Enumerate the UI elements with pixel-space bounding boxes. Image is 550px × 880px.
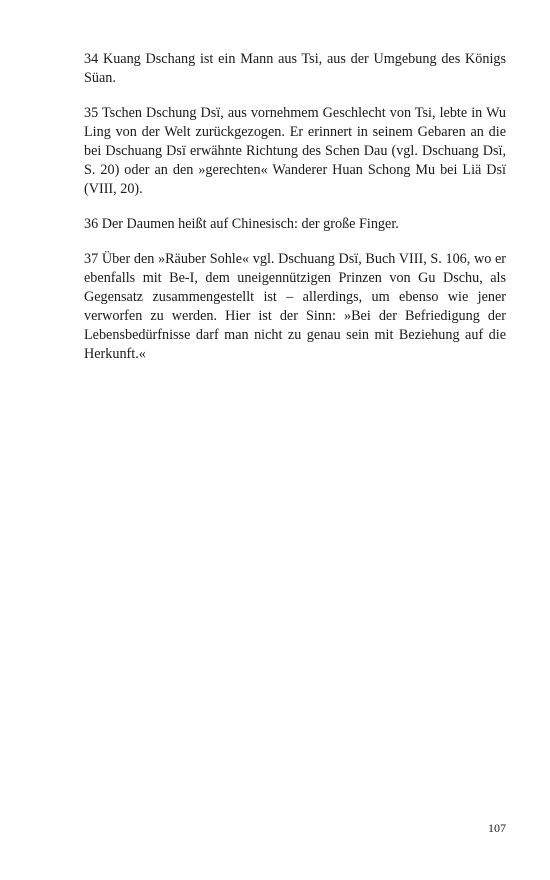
- page-number: 107: [488, 821, 506, 835]
- note-36: 36 Der Daumen heißt auf Chinesisch: der große Finger.: [84, 216, 399, 232]
- note-35: 35 Tschen Dschung Dsï, aus vornehmem Geschlecht von Tsi, lebte in Wu Ling von der Welt zurückgezogen. Er erinnert in seinem Gebaren an die bei Dschuang Dsï erwähnte Richtung des Schen Dau (vgl. Dschuang Dsï, S. 20) oder an den »gerechten« Wanderer Huan Schong Mu bei Liä Dsï (VIII, 20).: [84, 105, 506, 197]
- notes-page: [84, 50, 506, 380]
- note-34: 34 Kuang Dschang ist ein Mann aus Tsi, aus der Umgebung des Königs Süan.: [84, 51, 506, 86]
- note-37: 37 Über den »Räuber Sohle« vgl. Dschuang Dsï, Buch VIII, S. 106, wo er ebenfalls mit Be-I, dem uneigennützigen Prinzen von Gu Dschu, als Gegensatz zusammengestellt ist – allerdings, um ebenso wie jener verworfen zu werden. Hier ist der Sinn: »Bei der Befriedigung der Lebensbedürfnisse darf man nicht zu genau sein mit Beziehung auf die Herkunft.«: [84, 251, 506, 362]
